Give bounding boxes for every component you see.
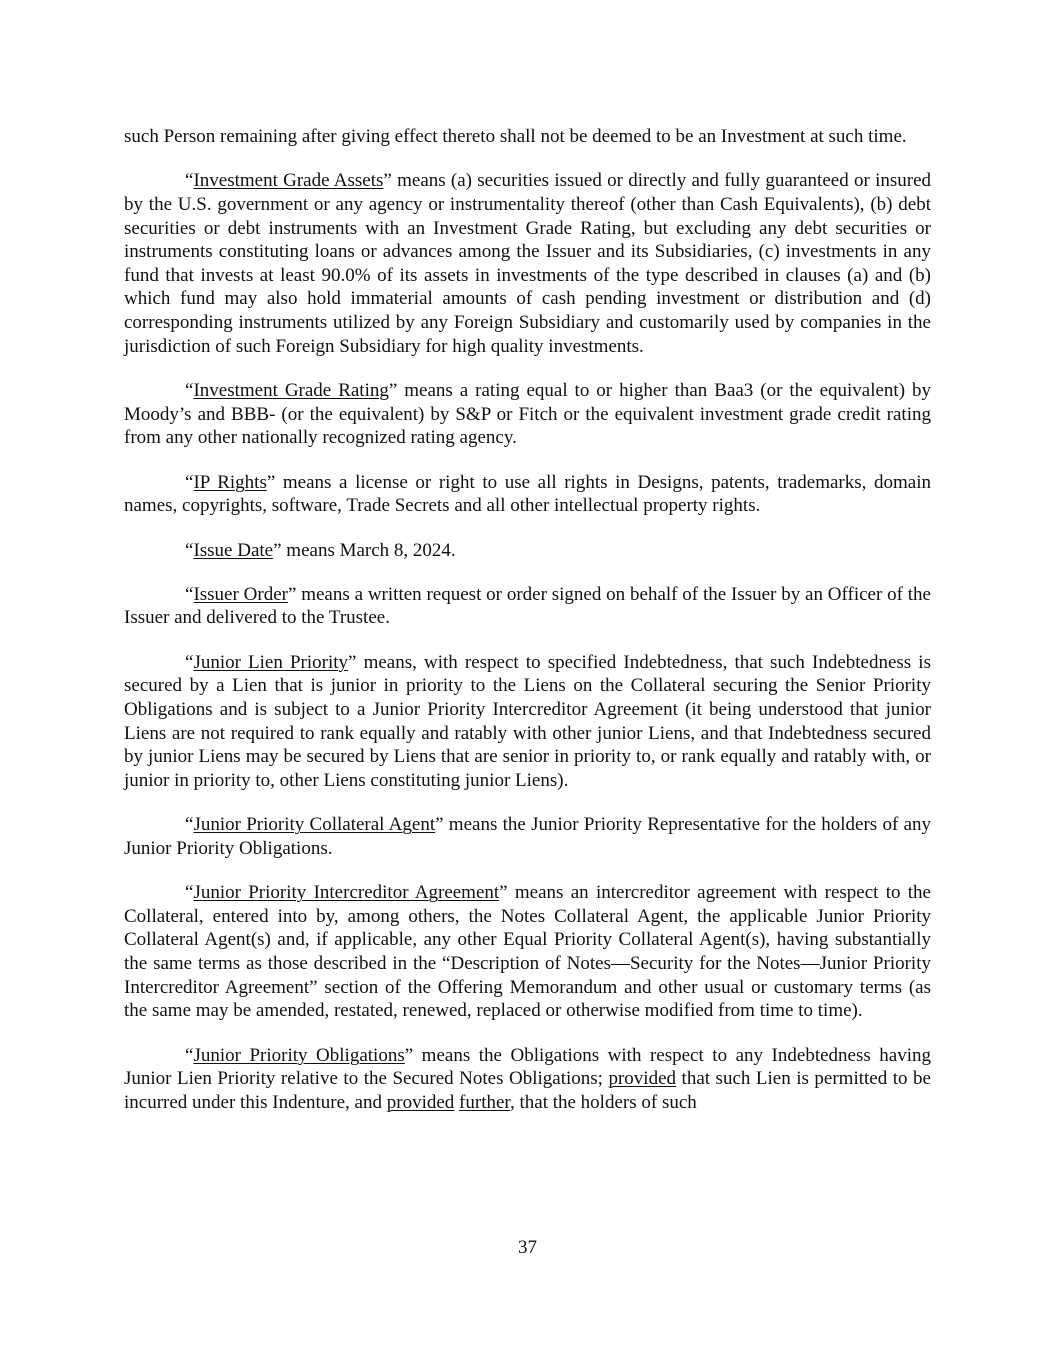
defined-term: Junior Priority Collateral Agent <box>193 814 436 836</box>
definition-junior-priority-intercreditor-agreement: “Junior Priority Intercreditor Agreement” means an intercreditor agreement with respect to the Collateral, entered into by, among others, the Notes Collateral Agent, the applicable Junior Priority Collateral Agent(s) and, if applicable, any other Equal Priority Collateral Agent(s), having substantially the same terms as those described in the “Description of Notes—Security for the Notes—Junior Priority Intercreditor Agreement” section of the Offering Memorandum and other usual or customary terms (as the same may be amended, restated, renewed, replaced or otherwise modified from time to time). <box>124 882 931 1022</box>
definition-ip-rights: “IP Rights” means a license or right to use all rights in Designs, patents, trademarks, domain names, copyrights, software, Trade Secrets and all other intellectual property rights. <box>124 471 931 517</box>
definition-junior-priority-obligations: “Junior Priority Obligations” means the Obligations with respect to any Indebtedness having Junior Lien Priority relative to the Secured Notes Obligations; provided that such Lien is permitted to be incurred under this Indenture, and provided further, that the holders of such <box>124 1044 931 1113</box>
defined-term: Junior Lien Priority <box>193 651 349 673</box>
definition-text: ” means a license or right to use all rights in Designs, patents, trademarks, domain names, copyrights, software, Trade Secrets and all other intellectual property rights. <box>124 471 931 517</box>
definition-text: ” means the Junior Priority Representative for the holders of any Junior Priority Obligations. <box>124 814 931 859</box>
defined-term: Investment Grade Assets <box>193 170 384 192</box>
definition-issue-date: “Issue Date” means March 8, 2024. <box>185 539 456 561</box>
defined-term: Issue Date <box>193 539 274 561</box>
definition-text: ” means a rating equal to or higher than Baa3 (or the equivalent) by Moody’s and BBB- (or the equivalent) by S&P or Fitch or the equivalent investment grade credit rating from any other nationally recognized rating agency. <box>124 379 931 449</box>
definition-text: that such Lien is permitted to be incurred under this Indenture, and <box>124 1068 931 1113</box>
definition-junior-priority-collateral-agent: “Junior Priority Collateral Agent” means the Junior Priority Representative for the holders of any Junior Priority Obligations. <box>124 814 931 859</box>
definition-text: ” means March 8, 2024. <box>273 539 456 561</box>
definition-junior-lien-priority: “Junior Lien Priority” means, with respect to specified Indebtedness, that such Indebtedness is secured by a Lien that is junior in priority to the Liens on the Collateral securing the Senior Priority Obligations and is subject to a Junior Priority Intercreditor Agreement (it being understood that junior Liens are not required to rank equally and ratably with other junior Liens, and that Indebtedness secured by junior Liens may be secured by Liens that are senior in priority to, or rank equally and ratably with, or junior in priority to, other Liens constituting junior Liens). <box>124 651 931 791</box>
definition-investment-grade-rating: “Investment Grade Rating” means a rating equal to or higher than Baa3 (or the equivalent) by Moody’s and BBB- (or the equivalent) by S&P or Fitch or the equivalent investment grade credit rating from any other nationally recognized rating agency. <box>124 379 931 449</box>
page-body <box>124 125 931 1135</box>
defined-term: Investment Grade Rating <box>193 379 389 401</box>
defined-term: Junior Priority Obligations <box>193 1044 405 1066</box>
definition-text: , that the holders of such <box>509 1091 697 1113</box>
definition-text: ” means the Obligations with respect to any Indebtedness having Junior Lien Priority relative to the Secured Notes Obligations; <box>124 1044 931 1090</box>
page-number: 37 <box>518 1237 537 1258</box>
proviso-term: provided <box>386 1091 455 1113</box>
definition-investment-grade-assets: “Investment Grade Assets” means (a) securities issued or directly and fully guaranteed or insured by the U.S. government or any agency or instrumentality thereof (other than Cash Equivalents), (b) debt securities or debt instruments with an Investment Grade Rating, but excluding any debt securities or instruments constituting loans or advances among the Issuer and its Subsidiaries, (c) investments in any fund that invests at least 90.0% of its assets in investments of the type described in clauses (a) and (b) which fund may also hold immaterial amounts of cash pending investment or distribution and (d) corresponding instruments utilized by any Foreign Subsidiary and customarily used by companies in the jurisdiction of such Foreign Subsidiary for high quality investments. <box>124 170 932 357</box>
definition-issuer-order: “Issuer Order” means a written request or order signed on behalf of the Issuer by an Officer of the Issuer and delivered to the Trustee. <box>124 583 931 629</box>
proviso-term: provided <box>608 1068 677 1090</box>
proviso-term: further <box>459 1091 510 1113</box>
defined-term: IP Rights <box>193 471 267 493</box>
definition-text: ” means a written request or order signed on behalf of the Issuer by an Officer of the Issuer and delivered to the Trustee. <box>124 583 931 629</box>
definition-text: ” means an intercreditor agreement with respect to the Collateral, entered into by, among others, the Notes Collateral Agent, the applicable Junior Priority Collateral Agent(s) and, if applicable, any other Equal Priority Collateral Agent(s), having substantially the same terms as those described in the “Description of Notes—Security for the Notes—Junior Priority Intercreditor Agreement” section of the Offering Memorandum and other usual or customary terms (as the same may be amended, restated, renewed, replaced or otherwise modified from time to time). <box>124 882 931 1022</box>
defined-term: Issuer Order <box>193 583 288 605</box>
definition-text: ” means (a) securities issued or directly and fully guaranteed or insured by the U.S. government or any agency or instrumentality thereof (other than Cash Equivalents), (b) debt securities or debt instruments with an Investment Grade Rating, but excluding any debt securities or instruments constituting loans or advances among the Issuer and its Subsidiaries, (c) investments in any fund that invests at least 90.0% of its assets in investments of the type described in clauses (a) and (b) which fund may also hold immaterial amounts of cash pending investment or distribution and (d) corresponding instruments utilized by any Foreign Subsidiary and customarily used by companies in the jurisdiction of such Foreign Subsidiary for high quality investments. <box>124 170 932 357</box>
definition-text: ” means, with respect to specified Indebtedness, that such Indebtedness is secured by a Lien that is junior in priority to the Liens on the Collateral securing the Senior Priority Obligations and is subject to a Junior Priority Intercreditor Agreement (it being understood that junior Liens are not required to rank equally and ratably with other junior Liens, and that Indebtedness secured by junior Liens may be secured by Liens that are senior in priority to, or rank equally and ratably with, or junior in priority to, other Liens constituting junior Liens). <box>124 651 931 791</box>
continuation-paragraph: such Person remaining after giving effect thereto shall not be deemed to be an Investment at such time. <box>124 126 907 147</box>
defined-term: Junior Priority Intercreditor Agreement <box>193 882 500 904</box>
